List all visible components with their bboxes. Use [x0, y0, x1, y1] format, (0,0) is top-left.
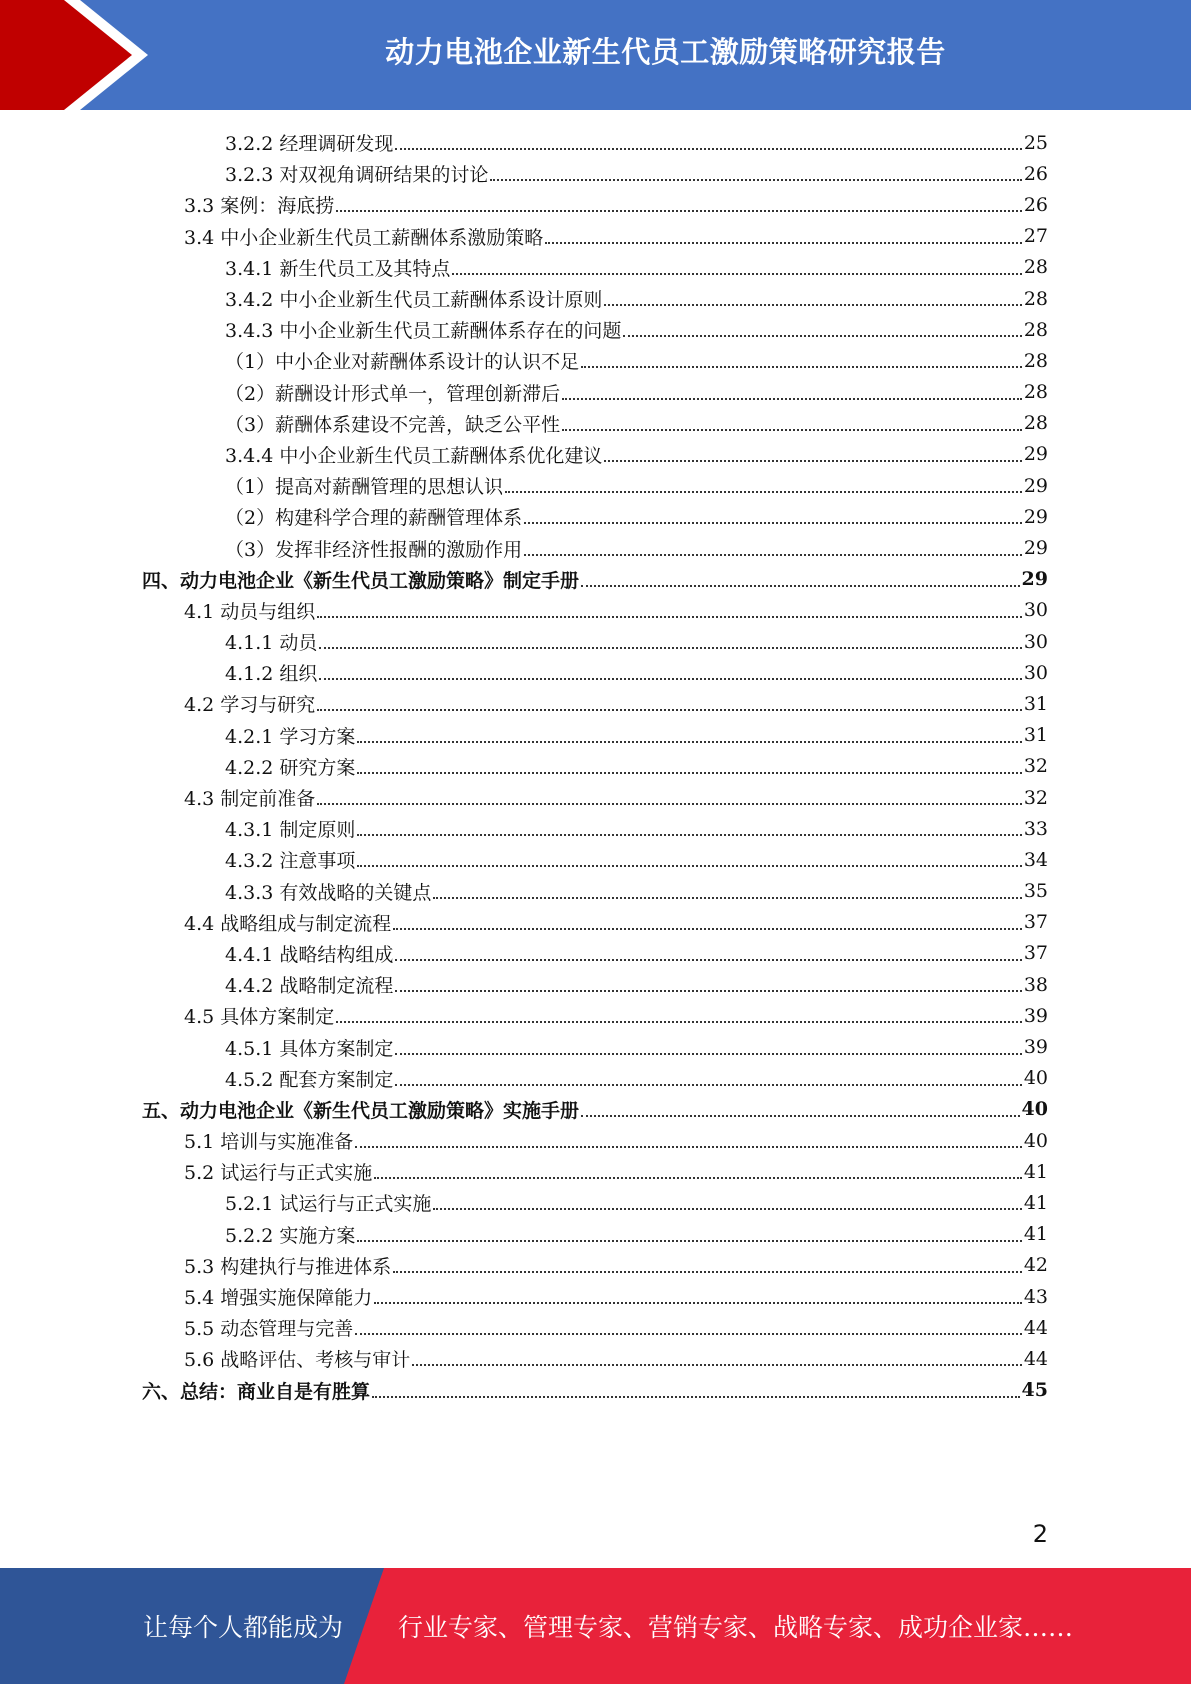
- toc-entry[interactable]: [142, 626, 1048, 657]
- toc-entry-title: （1）中小企业对薪酬体系设计的认识不足: [225, 351, 580, 374]
- toc-entry[interactable]: [142, 377, 1048, 408]
- toc-entry[interactable]: [142, 876, 1048, 907]
- toc-dot-leader: [317, 708, 1022, 711]
- toc-entry-page: 28: [1023, 412, 1048, 435]
- toc-dot-leader: [374, 1176, 1022, 1179]
- toc-dot-leader: [433, 1207, 1021, 1210]
- toc-entry[interactable]: [142, 813, 1048, 844]
- toc-entry[interactable]: [142, 751, 1048, 782]
- toc-dot-leader: [317, 802, 1022, 805]
- page-header: [0, 0, 1191, 110]
- toc-entry-title: 4.3 制定前准备: [184, 788, 316, 811]
- toc-dot-leader: [452, 272, 1021, 275]
- toc-entry-page: 37: [1023, 942, 1048, 965]
- toc-entry[interactable]: [142, 345, 1048, 376]
- toc-entry-page: 44: [1023, 1316, 1048, 1339]
- toc-entry[interactable]: [142, 1187, 1048, 1218]
- toc-entry-title: 4.3.2 注意事项: [225, 850, 356, 873]
- toc-entry-page: 29: [1023, 505, 1048, 528]
- toc-dot-leader: [357, 771, 1021, 774]
- toc-entry-page: 39: [1023, 1004, 1048, 1027]
- toc-entry-page: 35: [1023, 880, 1048, 903]
- toc-entry-page: 31: [1023, 724, 1048, 747]
- toc-dot-leader: [623, 334, 1021, 337]
- toc-dot-leader: [433, 896, 1021, 899]
- toc-entry-page: 28: [1023, 318, 1048, 341]
- toc-dot-leader: [336, 209, 1022, 212]
- footer-roles: 行业专家、管理专家、营销专家、战略专家、成功企业家……: [398, 1613, 1074, 1642]
- toc-entry-title: 4.4.1 战略结构组成: [225, 943, 394, 966]
- toc-dot-leader: [319, 646, 1021, 649]
- toc-dot-leader: [395, 989, 1021, 992]
- toc-entry[interactable]: [142, 501, 1048, 532]
- toc-entry-title: 五、动力电池企业《新生代员工激励策略》实施手册: [142, 1099, 580, 1122]
- toc-entry[interactable]: [142, 969, 1048, 1000]
- toc-entry-title: （3）发挥非经济性报酬的激励作用: [225, 538, 523, 561]
- toc-entry-title: 4.4 战略组成与制定流程: [184, 912, 392, 935]
- toc-entry-title: 5.2 试运行与正式实施: [184, 1162, 373, 1185]
- toc-entry[interactable]: [142, 782, 1048, 813]
- toc-entry-title: 4.3.3 有效战略的关键点: [225, 881, 432, 904]
- toc-entry-page: 29: [1023, 443, 1048, 466]
- toc-dot-leader: [355, 1145, 1022, 1148]
- toc-entry[interactable]: [142, 189, 1048, 220]
- toc-entry-title: 4.5 具体方案制定: [184, 1006, 335, 1029]
- toc-entry-title: 5.6 战略评估、考核与审计: [184, 1349, 411, 1372]
- toc-dot-leader: [393, 1270, 1022, 1273]
- toc-dot-leader: [524, 553, 1022, 556]
- toc-entry[interactable]: [142, 408, 1048, 439]
- toc-entry-title: 4.1 动员与组织: [184, 600, 316, 623]
- toc-entry[interactable]: [142, 1031, 1048, 1062]
- toc-entry-page: 26: [1023, 162, 1048, 185]
- toc-entry[interactable]: [142, 314, 1048, 345]
- toc-entry-page: 28: [1023, 256, 1048, 279]
- toc-dot-leader: [357, 740, 1021, 743]
- toc-entry-page: 32: [1023, 786, 1048, 809]
- toc-entry-title: 3.4.2 中小企业新生代员工薪酬体系设计原则: [225, 289, 603, 312]
- page-number: 2: [1032, 1520, 1048, 1548]
- toc-dot-leader: [393, 927, 1022, 930]
- toc-dot-leader: [524, 521, 1022, 524]
- toc-dot-leader: [357, 833, 1021, 836]
- toc-entry-title: 3.2.2 经理调研发现: [225, 133, 394, 156]
- toc-entry-title: 3.4.4 中小企业新生代员工薪酬体系优化建议: [225, 444, 603, 467]
- toc-entry-title: （2）薪酬设计形式单一，管理创新滞后: [225, 382, 561, 405]
- toc-entry-page: 31: [1023, 692, 1048, 715]
- toc-dot-leader: [317, 615, 1022, 618]
- toc-entry[interactable]: [142, 1063, 1048, 1094]
- toc-dot-leader: [395, 958, 1021, 961]
- toc-entry-page: 43: [1023, 1285, 1048, 1308]
- toc-entry-page: 25: [1023, 131, 1048, 154]
- toc-entry[interactable]: [142, 938, 1048, 969]
- toc-entry[interactable]: [142, 470, 1048, 501]
- toc-entry-page: 29: [1021, 568, 1048, 591]
- toc-entry-page: 38: [1023, 973, 1048, 996]
- toc-entry[interactable]: [142, 595, 1048, 626]
- toc-entry-title: 四、动力电池企业《新生代员工激励策略》制定手册: [142, 569, 580, 592]
- toc-dot-leader: [490, 178, 1021, 181]
- toc-entry[interactable]: [142, 252, 1048, 283]
- toc-entry-title: 3.4.3 中小企业新生代员工薪酬体系存在的问题: [225, 320, 622, 343]
- toc-dot-leader: [395, 1083, 1021, 1086]
- toc-entry[interactable]: [142, 1250, 1048, 1281]
- toc-entry-title: （3）薪酬体系建设不完善，缺乏公平性: [225, 413, 561, 436]
- toc-entry-title: 4.2 学习与研究: [184, 694, 316, 717]
- toc-entry[interactable]: [142, 1281, 1048, 1312]
- toc-entry-title: 4.1.2 组织: [225, 663, 318, 686]
- toc-dot-leader: [604, 303, 1021, 306]
- toc-dot-leader: [604, 459, 1021, 462]
- toc-entry-title: 4.1.1 动员: [225, 632, 318, 655]
- toc-entry-title: 4.5.1 具体方案制定: [225, 1037, 394, 1060]
- toc-entry-title: 六、总结：商业自是有胜算: [142, 1380, 371, 1403]
- toc-dot-leader: [374, 1301, 1022, 1304]
- toc-entry[interactable]: [142, 1094, 1048, 1125]
- toc-dot-leader: [395, 1052, 1021, 1055]
- toc-dot-leader: [372, 1395, 1020, 1398]
- toc-entry-page: 27: [1023, 225, 1048, 248]
- toc-entry-page: 30: [1023, 661, 1048, 684]
- toc-entry[interactable]: [142, 127, 1048, 158]
- toc-entry-title: 5.2.2 实施方案: [225, 1224, 356, 1247]
- toc-entry-page: 41: [1023, 1160, 1048, 1183]
- toc-entry[interactable]: [142, 564, 1048, 595]
- toc-entry-page: 33: [1023, 817, 1048, 840]
- toc-entry-title: 4.2.1 学习方案: [225, 725, 356, 748]
- toc-entry-page: 40: [1023, 1067, 1048, 1090]
- page-footer: [0, 1568, 1191, 1684]
- toc-entry-page: 37: [1023, 911, 1048, 934]
- toc-entry[interactable]: [142, 158, 1048, 189]
- toc-dot-leader: [357, 1239, 1021, 1242]
- toc-entry-title: 4.3.1 制定原则: [225, 819, 356, 842]
- toc-entry-page: 42: [1023, 1254, 1048, 1277]
- toc-entry[interactable]: [142, 532, 1048, 563]
- toc-dot-leader: [545, 241, 1022, 244]
- toc-entry-title: 5.1 培训与实施准备: [184, 1131, 354, 1154]
- toc-dot-leader: [581, 1114, 1020, 1117]
- toc-entry-page: 30: [1023, 630, 1048, 653]
- toc-dot-leader: [319, 677, 1021, 680]
- toc-entry-page: 28: [1023, 381, 1048, 404]
- toc-entry-page: 28: [1023, 287, 1048, 310]
- toc-entry-page: 28: [1023, 349, 1048, 372]
- toc-dot-leader: [412, 1363, 1022, 1366]
- toc-entry-page: 26: [1023, 193, 1048, 216]
- toc-entry-title: （1）提高对薪酬管理的思想认识: [225, 476, 504, 499]
- document-title: 动力电池企业新生代员工激励策略研究报告: [385, 34, 946, 69]
- toc-entry-title: 3.2.3 对双视角调研结果的讨论: [225, 164, 489, 187]
- toc-entry-title: （2）构建科学合理的薪酬管理体系: [225, 507, 523, 530]
- toc-entry[interactable]: [142, 1000, 1048, 1031]
- toc-dot-leader: [581, 365, 1022, 368]
- toc-dot-leader: [581, 584, 1020, 587]
- toc-entry[interactable]: [142, 1343, 1048, 1374]
- toc-entry[interactable]: [142, 1375, 1048, 1406]
- toc-entry[interactable]: [142, 1156, 1048, 1187]
- toc-entry-page: 45: [1021, 1379, 1048, 1402]
- footer-slogan: 让每个人都能成为: [143, 1613, 344, 1642]
- toc-entry-page: 41: [1023, 1191, 1048, 1214]
- toc-dot-leader: [562, 397, 1022, 400]
- toc-entry[interactable]: [142, 688, 1048, 719]
- toc-entry-page: 32: [1023, 755, 1048, 778]
- toc-entry-title: 4.2.2 研究方案: [225, 756, 356, 779]
- toc-entry-page: 29: [1023, 537, 1048, 560]
- toc-entry[interactable]: [142, 439, 1048, 470]
- toc-dot-leader: [336, 1020, 1022, 1023]
- toc-entry-page: 40: [1021, 1098, 1048, 1121]
- toc-entry[interactable]: [142, 1219, 1048, 1250]
- toc-entry-page: 39: [1023, 1036, 1048, 1059]
- toc-entry-title: 5.5 动态管理与完善: [184, 1318, 354, 1341]
- toc-entry[interactable]: [142, 1312, 1048, 1343]
- toc-dot-leader: [355, 1332, 1022, 1335]
- toc-dot-leader: [505, 490, 1022, 493]
- toc-entry[interactable]: [142, 221, 1048, 252]
- toc-entry-title: 3.3 案例：海底捞: [184, 195, 335, 218]
- toc-entry-title: 3.4.1 新生代员工及其特点: [225, 257, 451, 280]
- toc-entry-title: 3.4 中小企业新生代员工薪酬体系激励策略: [184, 226, 544, 249]
- toc-dot-leader: [357, 864, 1021, 867]
- toc-entry-title: 5.3 构建执行与推进体系: [184, 1255, 392, 1278]
- table-of-contents: [142, 127, 1048, 1406]
- toc-entry-page: 34: [1023, 848, 1048, 871]
- toc-entry-page: 30: [1023, 599, 1048, 622]
- toc-entry[interactable]: [142, 844, 1048, 875]
- toc-entry[interactable]: [142, 720, 1048, 751]
- toc-dot-leader: [395, 147, 1021, 150]
- toc-entry-title: 5.4 增强实施保障能力: [184, 1287, 373, 1310]
- toc-dot-leader: [562, 428, 1022, 431]
- toc-entry[interactable]: [142, 283, 1048, 314]
- toc-entry[interactable]: [142, 907, 1048, 938]
- toc-entry-title: 4.4.2 战略制定流程: [225, 975, 394, 998]
- toc-entry-page: 40: [1023, 1129, 1048, 1152]
- toc-entry-page: 29: [1023, 474, 1048, 497]
- toc-entry-page: 44: [1023, 1347, 1048, 1370]
- toc-entry-page: 41: [1023, 1223, 1048, 1246]
- toc-entry[interactable]: [142, 1125, 1048, 1156]
- toc-entry-title: 4.5.2 配套方案制定: [225, 1068, 394, 1091]
- toc-entry-title: 5.2.1 试运行与正式实施: [225, 1193, 432, 1216]
- toc-entry[interactable]: [142, 657, 1048, 688]
